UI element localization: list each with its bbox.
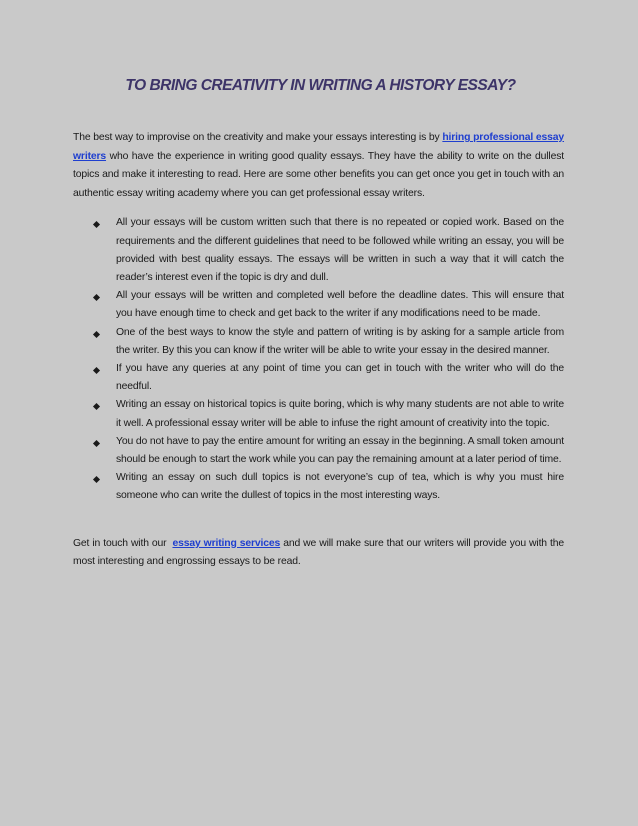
diamond-bullet-icon — [93, 294, 100, 301]
closing-paragraph — [73, 535, 564, 572]
list-item — [116, 324, 564, 360]
closing-text-after-link: and we will make sure that our writers will provide you with the most interesting and engrossing essays to be read. — [73, 537, 564, 568]
diamond-bullet-icon — [93, 476, 100, 483]
list-item-text: If you have any queries at any point of time you can get in touch with the writer who will do the needful. — [116, 363, 564, 393]
list-item — [116, 214, 564, 287]
list-item-text: All your essays will be written and completed well before the deadline dates. This will ensure that you have enough time to check and get back to the writer if any modifications need to be made. — [116, 290, 564, 320]
list-item-text: You do not have to pay the entire amount for writing an essay in the beginning. A small token amount should be enough to start the work while you can pay the remaining amount at a later period of time. — [116, 435, 564, 466]
document-title: TO BRING CREATIVITY IN WRITING A HISTORY ESSAY? — [125, 77, 516, 94]
list-item-text: All your essays will be custom written such that there is no repeated or copied work. Based on the requirements and the different guidelines that need to be followed while writing an essay, you will be provided with best quality essays. The essays will be written in such a way that it will catch the reader’s interest even if the topic is dry and dull. — [116, 217, 564, 283]
list-item-text: One of the best ways to know the style and pattern of writing is by asking for a sample article from the writer. By this you can know if the writer will be able to write your essay in the desired manner. — [116, 326, 564, 356]
list-item — [116, 287, 564, 323]
hiring-writers-link[interactable]: hiring professional essay writers — [73, 132, 565, 162]
list-item-text: Writing an essay on historical topics is quite boring, which is why many students are not able to write it well. A professional essay writer will be able to infuse the right amount of creativity into the topic. — [116, 399, 564, 429]
diamond-bullet-icon — [93, 221, 100, 228]
benefits-list — [73, 214, 564, 505]
diamond-bullet-icon — [93, 367, 100, 374]
intro-paragraph — [73, 129, 564, 203]
diamond-bullet-icon — [93, 331, 100, 338]
list-item-text: Writing an essay on such dull topics is not everyone’s cup of tea, which is why you must hire someone who can write the dullest of topics in the most interesting ways. — [116, 472, 564, 502]
closing-text-before-link: Get in touch with our — [73, 537, 167, 549]
list-item — [116, 396, 564, 432]
list-item — [116, 360, 564, 396]
diamond-bullet-icon — [93, 440, 100, 447]
list-item — [116, 469, 564, 505]
intro-text-after-link: who have the experience in writing good quality essays. They have the ability to write on the dullest topics and make it interesting to read. Here are some other benefits you can get once you get in touch with an authentic essay writing academy where you can get professional essay writers. — [73, 150, 564, 199]
list-item — [116, 433, 564, 469]
diamond-bullet-icon — [93, 403, 100, 410]
intro-text-before-link: The best way to improvise on the creativity and make your essays interesting is by — [73, 132, 443, 143]
essay-writing-services-link[interactable]: essay writing services — [172, 537, 281, 549]
